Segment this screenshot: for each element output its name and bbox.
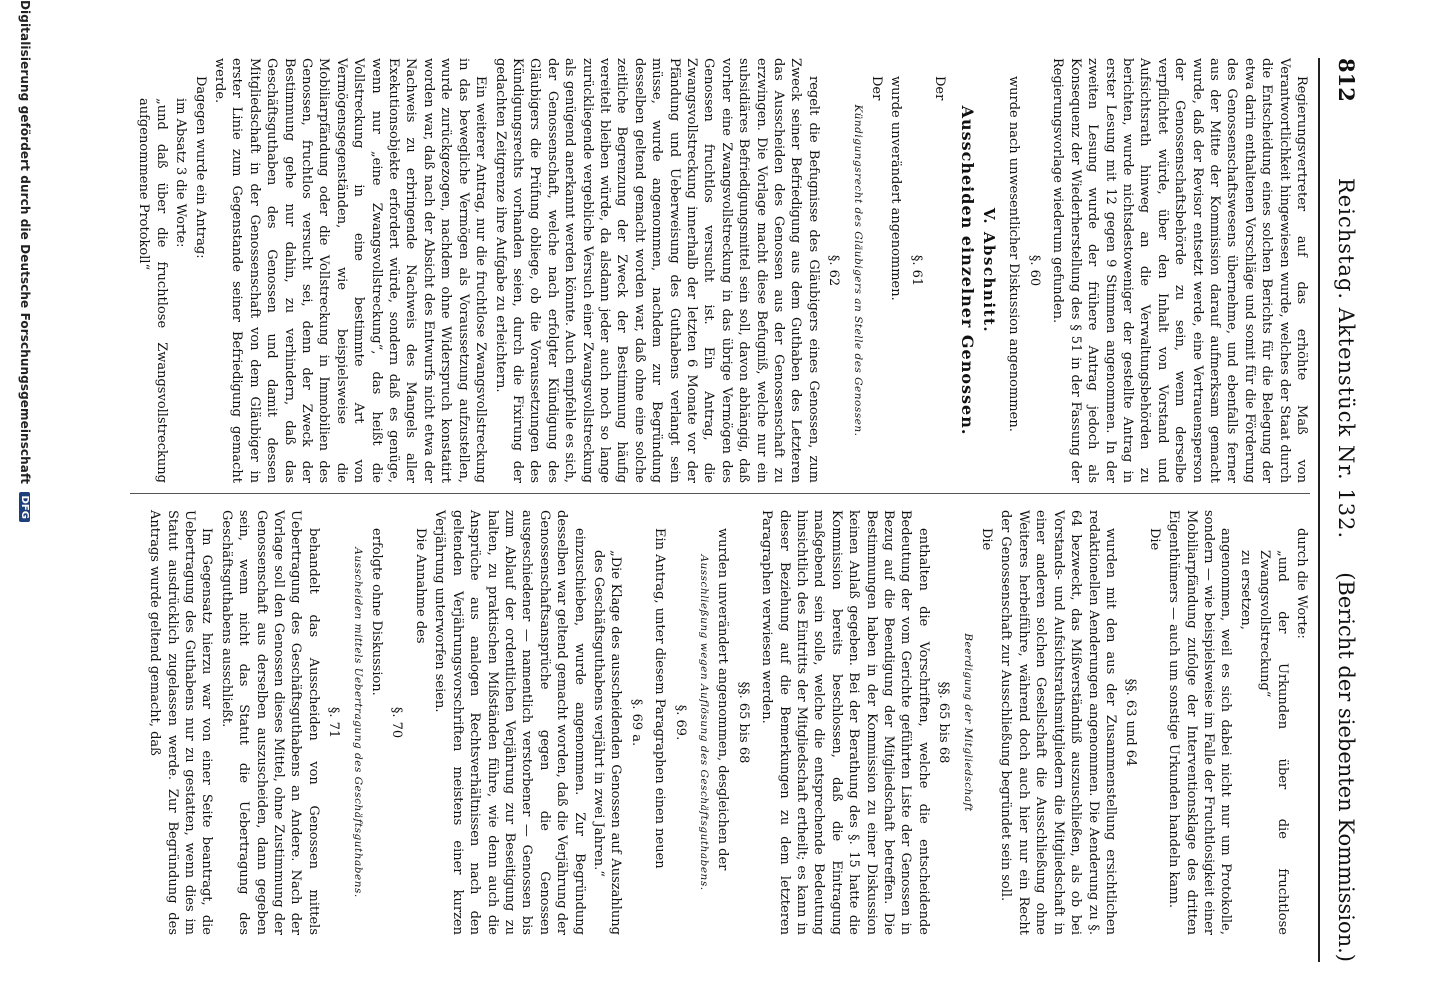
credit-text: Digitalisierung gefördert durch die Deutsche Forschungsgemeinschaft [18,0,32,485]
text-label: Die [1146,528,1162,551]
section-number: §. 71 [326,706,342,739]
dfg-logo: DFG [19,492,30,522]
section-number: §. 60 [1026,254,1042,287]
section-number: §. 70 [389,706,405,739]
section-number: §§. 65 bis 68 [735,681,751,764]
chapter-title: V. Abschnitt. [980,207,999,334]
paragraph: wurde unverändert angenommen. [888,76,904,301]
right-column [147,510,1310,935]
section-number: §§. 65 bis 68 [936,681,952,764]
text-label: Der [869,76,885,101]
paragraph: Im Gegensatz hierzu war von einer Seite beantragt, die Uebertragung des Guthabens nur zu gestatten, wenn dies im Statut ausdrücklich zugelassen werde. Zur Begründung des Antrags wurde geltend gemacht, daß [147,510,215,935]
margin-note: Kündigungsrecht des Gläubigers an Stelle des Genossen. [851,104,864,437]
header-subtitle: (Bericht der siebenten Kommission.) [1334,572,1358,962]
text-label: Der [932,76,948,101]
header-rule [1318,58,1320,962]
paragraph: Ein weiterer Antrag, nur die fruchtlose Zwangsvollstreckung in das bewegliche Vermögen als Voraussetzung aufzustellen, wurde zurückgezogen, nachdem ohne Widerspruch konstatirt worden war, daß nach der Absicht des Entwurfs nicht etwa der Nachweis zu erbringende Nachweis des Mangels aller Exekutionsobjekte erfordert würde, sondern daß es genüge, wenn nur „eine Zwangsvollstreckung“, das heißt die Vollstreckung in eine bestimmte Art von Vermögensgegenständen, wie beispielsweise die Mobiliarpfändung oder die Vollstreckung in Immobilien des Genossen, fruchtlos versucht sei, denn der Zweck der Bestimmung gehe nur dahin, zu verhindern, daß das Geschäftsguthaben des Genossen und damit dessen Mitgliedschaft in der Genossenschaft von dem Gläubiger in erster Linie zum Gegenstande seiner Befriedigung gemacht werde. [212,58,489,483]
paragraph: angenommen, weil es sich dabei nicht nur um Protokolle, sondern — wie beispielsweise im Falle der Fruchtlosigkeit einer Mobiliarpfändung zufolge der Interventionsklage des dritten Eigenthümers — auch um sonstige Urkunden handeln kann. [1166,510,1234,935]
paragraph: regelt die Befugnisse des Gläubigers eines Genossen, zum Zweck seiner Befriedigung aus dem Guthaben des Letzteren das Ausscheiden des Genossen aus der Genossenschaft zu erzwingen. Die Vorlage macht diese Befugniß, welche nur ein subsidiäres Befriedigungsmittel sein soll, davon abhängig, daß vorher eine Zwangsvollstreckung in das übrige Vermögen des Genossen fruchtlos versucht ist. Ein Antrag, die Zwangsvollstreckung innerhalb der letzten 6 Monate vor der Pfändung und Ueberweisung des Guthabens verlangt sein müsse, wurde angenommen, nachdem zur Begründung desselben geltend gemacht worden war, daß ohne eine solche zeitliche Begrenzung der Zweck der Bestimmung häufig vereitelt bleiben würde, da alsdann jeder auch noch so lange zurückliegende vergebliche Versuch einer Zwangsvollstreckung als genügend anerkannt werden könnte. Auch empfehle es sich, der Genossenschaft, welche nach erfolgter Kündigung des Gläubigers die Prüfung obliege, ob die Voraussetzungen des Kündigungsrechts vorhanden seien, durch die Fixirung der gedachten Zeitgrenze ihre Aufgabe zu erleichtern. [492,58,821,483]
quote: „und daß über die fruchtlose Zwangsvollstreckung aufgenommene Protokoll“ [136,98,169,483]
section-number: §. 69 a. [628,698,644,747]
paragraph: durch die Worte: [1294,528,1309,639]
paragraph: behandelt das Ausscheiden von Genossen mittels Uebertragung des Geschäftsguthabens an Andere. Nach der Vorlage soll den Genossen dieses Mittel, ohne Zustimmung der Genossenschaft aus derselben auszuscheiden, dann gegeben sein, wenn nicht das Statut die Uebertragung des Geschäftsguthabens ausschließt. [218,510,321,935]
quote: „Die Klage des ausscheidenden Genossen auf Auszahlung des Geschäftsguthabens verjährt in zwei Jahren.“ [590,550,624,935]
paragraph: erfolgte ohne Diskussion. [369,528,385,696]
quote: im Absatz 3 die Worte: [173,98,189,248]
paragraph: enthalten die Vorschriften, welche die entscheidende Bedeutung der vom Gerichte geführten Liste der Genossen in Bezug auf die Beendigung der Mitgliedschaft betreffen. Die Bestimmungen haben in der Kommission zu einer Diskussion keinen Anlaß gegeben. Bei der Berathung des §. 15 hatte die Kommission bereits beschlossen, daß die Eintragung maßgebend sein solle, welche die entsprechende Bedeutung hinsichtlich des Eintritts der Mitgliedschaft ertheilt; es kann in dieser Beziehung auf die Bemerkungen zu dem letzteren Paragraphen verwiesen werden. [759,510,931,935]
paragraph: wurde nach unwesentlicher Diskussion angenommen. [1006,76,1022,432]
paragraph: wurden unverändert angenommen, desgleichen der [715,528,731,871]
section-number: §. 62 [826,254,842,287]
text-label: Die [979,528,995,551]
quote: zu ersetzen, [1237,550,1253,630]
header-title: Reichstag. Aktenstück Nr. 132. [1334,178,1358,540]
page-number: 812 [1334,58,1359,102]
column-divider [130,493,1310,494]
digitization-credit [18,0,32,1000]
paragraph: Dagegen wurde ein Antrag: [192,76,208,259]
margin-note: Ausscheiden mittels Uebertragung des Geschäftsguthabens. [351,547,364,898]
section-number: §§. 63 und 64 [1123,678,1139,767]
text-label: Die Annahme des [412,528,428,644]
paragraph: Regierungsvertreter auf das erhöhte Maß von Verantwortlichkeit hingewiesen wurde, welches der Staat durch die Entscheidung eines solchen Berichts für die Belegung der etwa darin enthaltenen Vorschläge und somit für die Förderung des Genossenschaftswesens übernehme, und ebenfalls ferner aus der Mitte der Kommission darauf aufmerksam gemacht wurde, daß der Revisor entsetzt werde, eine Vertrauensperson der Genossenschaftsbehörde zu sein, wenn derselbe verpflichtet würde, über den Inhalt von Vorstand und Aufsichtsrath hinweg an die Verwaltungsbehörden zu berichten, wurde nichtsdestoweniger der gestellte Antrag in erster Lesung mit 12 gegen 9 Stimmen angenommen. In der zweiten Lesung wurde der frühere Antrag jedoch als Konsequenz der Wiederherstellung des § 51 in der Fassung der Regierungsvorlage wiederum gefunden. [1050,58,1309,483]
paragraph: Ein Antrag, unter diesem Paragraphen einen neuen [652,528,668,869]
page-header [1324,58,1368,962]
paragraph: wurden mit den aus der Zusammenstellung ersichtlichen redaktionellen Aenderungen angenommen. Die Aenderung zu §. 64 bezweckt, das Mißverständniß auszuschließen, als ob bei Vorstands- und Aufsichtsrathsmitgliedern die Mitgliedschaft in einer anderen solchen Gesellschaft die Ausschließung ohne Weiteres herbeiführe, während doch auch hier nur ein Recht der Genossenschaft zur Ausschließung begründet sein soll. [998,510,1118,935]
margin-note: Beerdigung der Mitgliedschaft [961,633,974,812]
quote: „und der Urkunden über die fruchtlose Zwangsvollstreckung“ [1257,550,1290,935]
chapter-subtitle: Ausscheiden einzelner Genossen. [957,105,977,436]
section-number: §. 69. [672,704,688,741]
paragraph: einzuschieben, wurde angenommen. Zur Begründung desselben war geltend gemacht worden, daß die Verjährung der Genossenschaftsansprüche gegen die Genossen ausgeschiedener — namentlich verstorbener — Genossen bis zum Ablauf der ordentlichen Verjährung zur Beseitigung zu halten, zu praktischen Mißständen führe, wie denn auch die Ansprüche aus analogen Rechtsverhältnissen nach den geltenden Verjährungsvorschriften meistens einer kurzen Verjährung unterworfen seien. [432,510,587,935]
left-column [136,58,1310,483]
margin-note: Ausschließung wegen Auflösung des Geschäftsguthabens. [698,554,710,891]
section-number: §. 61 [908,254,924,287]
